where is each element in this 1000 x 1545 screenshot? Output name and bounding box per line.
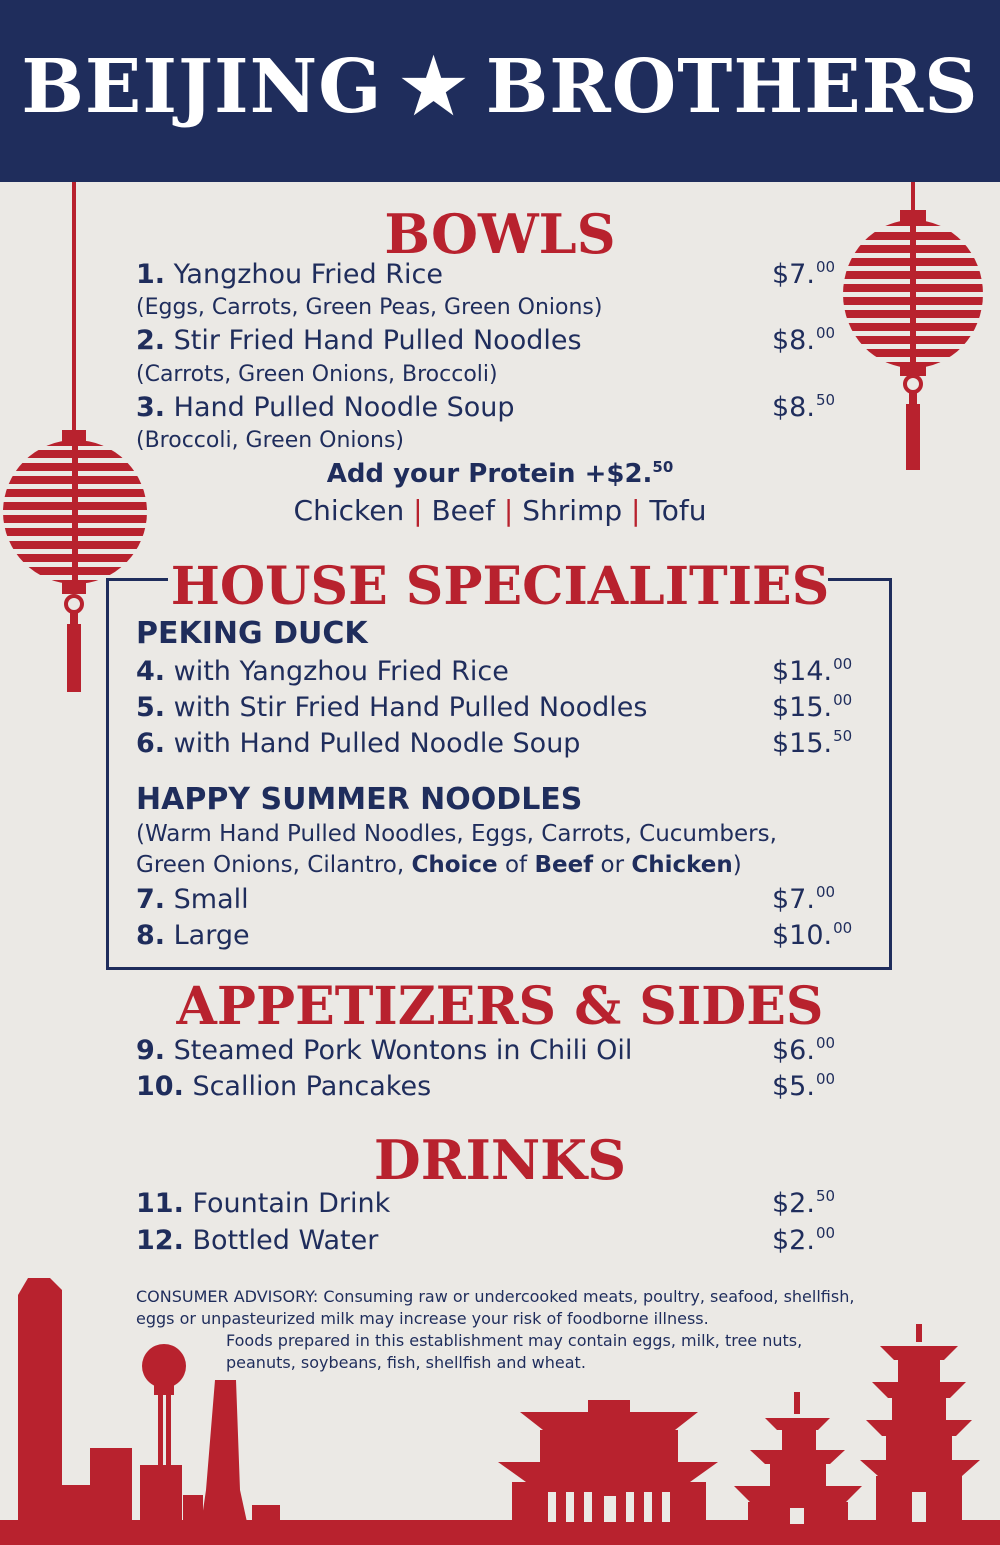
separator: |	[413, 494, 423, 527]
section-title-drinks: DRINKS	[373, 1128, 627, 1192]
menu-item-4: 4. with Yangzhou Fried Rice	[136, 656, 509, 687]
price-item-6: $15.50	[772, 727, 853, 759]
item-3-description: (Broccoli, Green Onions)	[136, 428, 404, 453]
restaurant-name	[0, 44, 1000, 130]
price-item-8: $10.00	[772, 919, 853, 951]
protein-options	[0, 494, 1000, 527]
protein-option-chicken: Chicken	[293, 494, 405, 527]
price-item-9: $6.00	[772, 1034, 836, 1066]
item-2-description: (Carrots, Green Onions, Broccoli)	[136, 362, 498, 387]
star-icon: ★	[400, 44, 468, 130]
menu-item-9: 9. Steamed Pork Wontons in Chili Oil	[136, 1035, 633, 1066]
skyline-illustration	[0, 1270, 1000, 1545]
menu-item-7: 7. Small	[136, 884, 249, 915]
price-item-7: $7.00	[772, 883, 836, 915]
section-title-bowls: BOWLS	[384, 202, 616, 266]
price-item-10: $5.00	[772, 1070, 836, 1102]
menu-item-3: 3. Hand Pulled Noodle Soup	[136, 392, 515, 423]
menu-item-11: 11. Fountain Drink	[136, 1188, 391, 1219]
protein-option-tofu: Tofu	[649, 494, 707, 527]
summer-noodles-description-line1: (Warm Hand Pulled Noodles, Eggs, Carrots, Cucumbers,	[136, 821, 777, 847]
allergen-line: Foods prepared in this establishment may contain eggs, milk, tree nuts,	[226, 1331, 803, 1350]
happy-summer-noodles-heading: HAPPY SUMMER NOODLES	[136, 782, 583, 817]
protein-option-shrimp: Shrimp	[522, 494, 623, 527]
header-banner	[0, 0, 1000, 182]
advisory-line: CONSUMER ADVISORY: Consuming raw or undercooked meats, poultry, seafood, shellfish,	[136, 1287, 855, 1306]
separator: |	[631, 494, 641, 527]
price-item-4: $14.00	[772, 655, 853, 687]
price-item-11: $2.50	[772, 1187, 836, 1219]
price-item-3: $8.50	[772, 391, 836, 423]
summer-noodles-description-line2: Green Onions, Cilantro, Choice of Beef or Chicken)	[136, 852, 742, 878]
section-title-house-specialities: HOUSE SPECIALITIES	[170, 556, 830, 617]
brand-right: BROTHERS	[485, 44, 979, 130]
allergen-line: peanuts, soybeans, fish, shellfish and wheat.	[226, 1353, 586, 1372]
section-title-appetizers: APPETIZERS & SIDES	[176, 976, 824, 1037]
peking-duck-heading: PEKING DUCK	[136, 616, 368, 651]
menu-item-1: 1. Yangzhou Fried Rice	[136, 259, 443, 290]
price-item-2: $8.00	[772, 324, 836, 356]
price-item-1: $7.00	[772, 258, 836, 290]
advisory-line: eggs or unpasteurized milk may increase your risk of foodborne illness.	[136, 1309, 709, 1328]
brand-left: BEIJING	[21, 44, 383, 130]
menu-item-10: 10. Scallion Pancakes	[136, 1071, 432, 1102]
protein-addon: Add your Protein +$2.50	[326, 458, 674, 489]
menu-item-12: 12. Bottled Water	[136, 1225, 379, 1256]
menu-item-2: 2. Stir Fried Hand Pulled Noodles	[136, 325, 582, 356]
price-item-12: $2.00	[772, 1224, 836, 1256]
protein-option-beef: Beef	[431, 494, 495, 527]
price-item-5: $15.00	[772, 691, 853, 723]
menu-item-6: 6. with Hand Pulled Noodle Soup	[136, 728, 581, 759]
separator: |	[503, 494, 514, 527]
item-1-description: (Eggs, Carrots, Green Peas, Green Onions)	[136, 295, 603, 320]
menu-item-8: 8. Large	[136, 920, 250, 951]
menu-item-5: 5. with Stir Fried Hand Pulled Noodles	[136, 692, 648, 723]
